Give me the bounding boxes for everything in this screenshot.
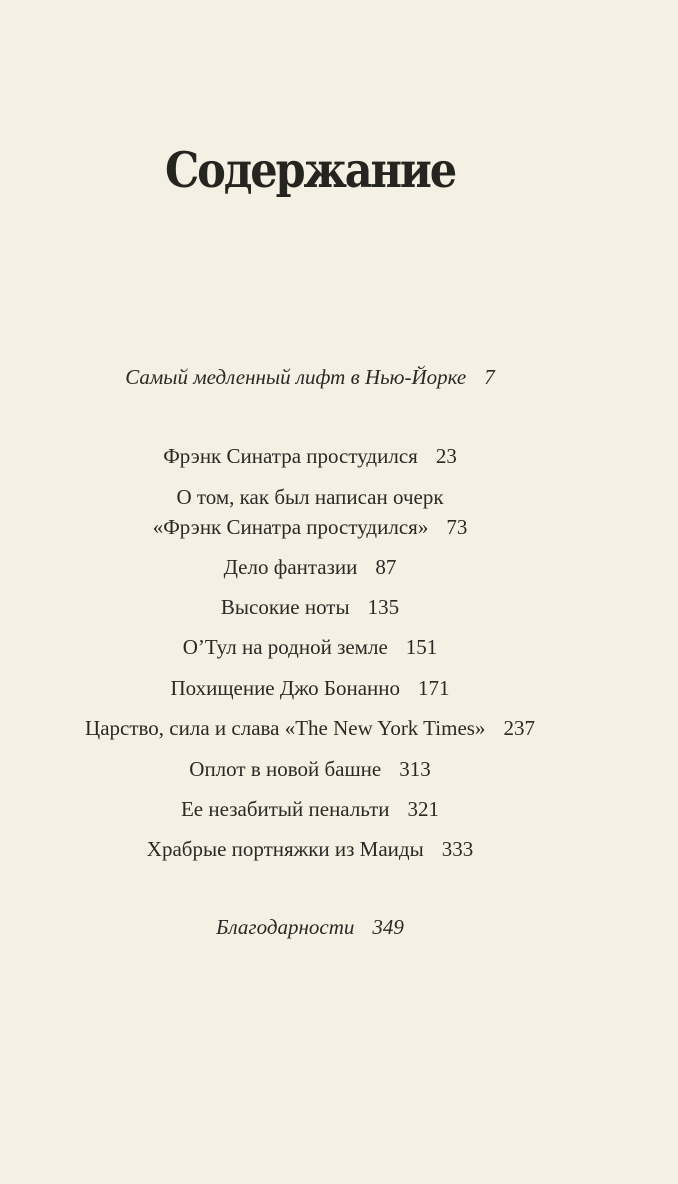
- toc-entry-page: 23: [435, 444, 457, 468]
- page-title: Содержание: [165, 140, 455, 199]
- toc-entry-title: Дело фантазии: [223, 555, 358, 579]
- toc-entry-page: 237: [503, 716, 535, 740]
- toc-entry: [0, 514, 620, 540]
- toc-entry: [0, 443, 620, 469]
- toc-entry-page: 171: [418, 676, 450, 700]
- toc-entry-page: 73: [446, 515, 468, 539]
- toc-entry: [0, 796, 620, 822]
- toc-entry-page: 87: [375, 555, 397, 579]
- toc-entry: [0, 715, 620, 741]
- toc-entry: [0, 364, 620, 390]
- toc-entry-page: 7: [484, 365, 495, 389]
- toc-entry: [0, 634, 620, 660]
- toc-entry: [0, 836, 620, 862]
- toc-entry: [0, 756, 620, 782]
- toc-entry-title: Храбрые портняжки из Маиды: [146, 837, 424, 861]
- toc-entry: [0, 914, 620, 940]
- toc-entry-page: 151: [405, 635, 438, 659]
- toc-entry-title: Ее незабитый пенальти: [180, 797, 390, 821]
- toc-entry-page: 333: [441, 837, 474, 861]
- toc-entry-title: Благодарности: [216, 915, 355, 939]
- toc-entry: [0, 594, 620, 620]
- toc-entry-title: Фрэнк Синатра простудился: [163, 444, 418, 468]
- toc-entry-page: 135: [367, 595, 400, 619]
- toc-entry-title: Высокие ноты: [220, 595, 350, 619]
- toc-entry: [0, 675, 620, 701]
- toc-entry: [0, 484, 620, 510]
- toc-entry-page: 349: [372, 915, 404, 939]
- toc-entry-page: 313: [399, 757, 431, 781]
- toc-entry-page: 321: [407, 797, 439, 821]
- toc-entry-title: О том, как был написан очерк: [176, 485, 444, 509]
- toc-entry-title: Похищение Джо Бонанно: [170, 676, 401, 700]
- toc-entry-title: О’Тул на родной земле: [182, 635, 388, 659]
- toc-entry: [0, 554, 620, 580]
- toc-entry-title: Самый медленный лифт в Нью-Йорке: [125, 365, 467, 389]
- toc-entry-title: «Фрэнк Синатра простудился»: [152, 515, 429, 539]
- toc-entry-title: Оплот в новой башне: [189, 757, 382, 781]
- toc-entry-title: Царство, сила и слава «The New York Times»: [85, 716, 486, 740]
